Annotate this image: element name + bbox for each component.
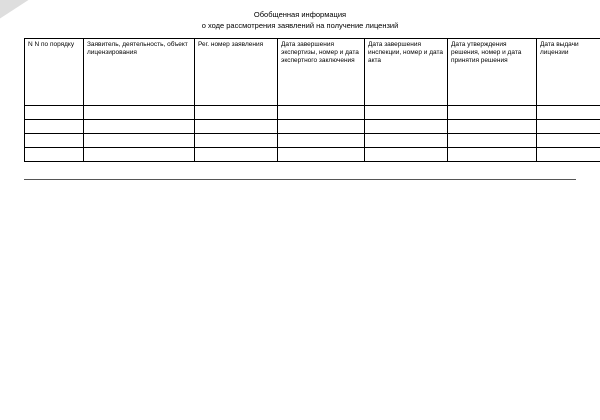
table-row: [25, 120, 600, 134]
footer-divider: [24, 179, 576, 180]
column-header-license-issue-date: Дата выдачи лицензии: [537, 39, 600, 106]
cell-expertise-date: [278, 120, 365, 134]
table-row: [25, 106, 600, 120]
cell-registration-number: [195, 120, 278, 134]
cell-decision-date: [448, 134, 537, 148]
column-header-registration-number: Рег. номер заявления: [195, 39, 278, 106]
cell-license-issue-date: [537, 120, 600, 134]
table-body: [25, 106, 600, 162]
column-header-expertise-date: Дата завершения экспертизы, номер и дата экспертного заключения: [278, 39, 365, 106]
cell-decision-date: [448, 106, 537, 120]
column-header-inspection-date: Дата завершения инспекции, номер и дата акта: [365, 39, 448, 106]
cell-inspection-date: [365, 148, 448, 162]
cell-applicant: [84, 120, 195, 134]
cell-decision-date: [448, 148, 537, 162]
cell-inspection-date: [365, 106, 448, 120]
cell-license-issue-date: [537, 134, 600, 148]
cell-inspection-date: [365, 134, 448, 148]
cell-number: [25, 120, 84, 134]
applications-table: [24, 38, 600, 162]
column-header-applicant: Заявитель, деятельность, объект лицензирования: [84, 39, 195, 106]
cell-license-issue-date: [537, 106, 600, 120]
table-header: [25, 39, 600, 106]
table-row: [25, 148, 600, 162]
cell-inspection-date: [365, 120, 448, 134]
cell-number: [25, 134, 84, 148]
cell-registration-number: [195, 148, 278, 162]
table-container: [24, 38, 579, 162]
cell-expertise-date: [278, 134, 365, 148]
cell-license-issue-date: [537, 148, 600, 162]
cell-expertise-date: [278, 148, 365, 162]
cell-registration-number: [195, 134, 278, 148]
title-line-2: о ходе рассмотрения заявлений на получение лицензий: [201, 21, 399, 30]
cell-expertise-date: [278, 106, 365, 120]
cell-applicant: [84, 148, 195, 162]
cell-number: [25, 148, 84, 162]
cell-applicant: [84, 134, 195, 148]
cell-decision-date: [448, 120, 537, 134]
table-row: [25, 134, 600, 148]
document-title: [0, 0, 600, 31]
table-header-row: [25, 39, 600, 106]
column-header-decision-date: Дата утверждения решения, номер и дата принятия решения: [448, 39, 537, 106]
title-line-1: Обобщенная информация: [253, 10, 347, 19]
cell-applicant: [84, 106, 195, 120]
cell-number: [25, 106, 84, 120]
column-header-number: N N по порядку: [25, 39, 84, 106]
cell-registration-number: [195, 106, 278, 120]
